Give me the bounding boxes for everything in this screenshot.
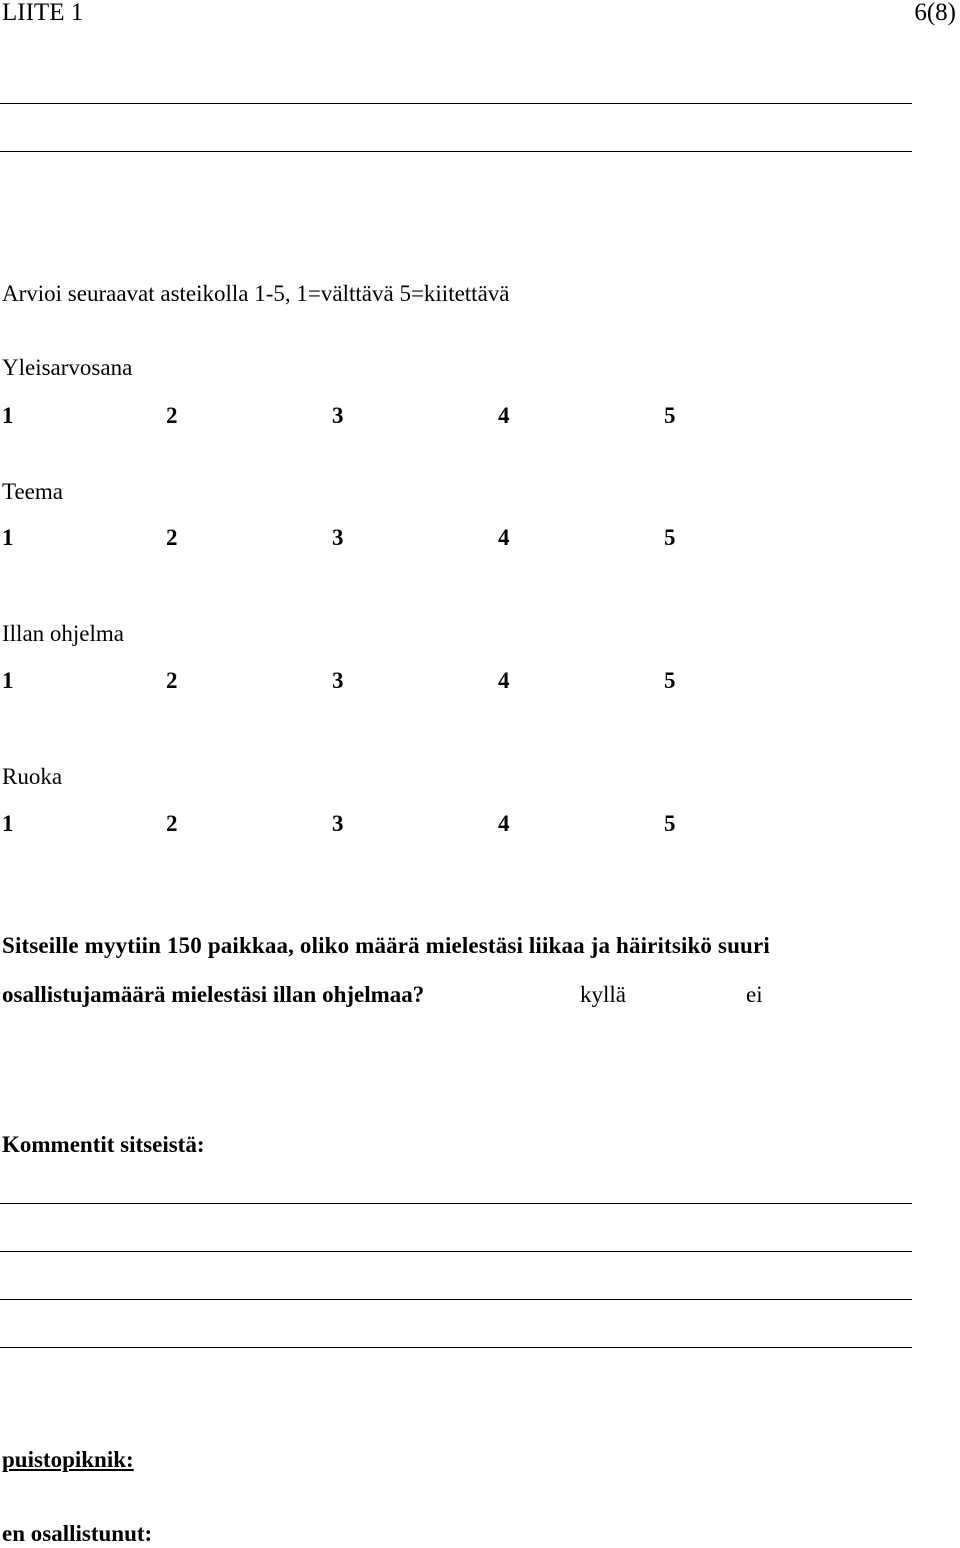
rating-option[interactable]: 2 — [166, 525, 178, 550]
instructions-text: Arvioi seuraavat asteikolla 1-5, 1=välttävä 5=kiitettävä — [2, 281, 510, 306]
rating-option[interactable]: 1 — [2, 403, 14, 428]
answer-option-no[interactable]: ei — [746, 982, 763, 1007]
rating-option[interactable]: 5 — [664, 403, 676, 428]
rating-option[interactable]: 2 — [166, 403, 178, 428]
comments-label: Kommentit sitseistä: — [2, 1132, 205, 1157]
page-number: 6(8) — [914, 0, 956, 26]
comment-line[interactable] — [0, 1299, 912, 1300]
rating-option[interactable]: 3 — [332, 403, 344, 428]
rating-option[interactable]: 5 — [664, 668, 676, 693]
comment-line[interactable] — [0, 1203, 912, 1204]
blank-line[interactable] — [0, 103, 912, 104]
rating-option[interactable]: 3 — [332, 668, 344, 693]
rating-option[interactable]: 5 — [664, 525, 676, 550]
rating-label-theme: Teema — [2, 479, 63, 504]
rating-option[interactable]: 2 — [166, 668, 178, 693]
rating-option[interactable]: 3 — [332, 811, 344, 836]
rating-option[interactable]: 4 — [498, 525, 510, 550]
rating-option[interactable]: 2 — [166, 811, 178, 836]
picnic-heading: puistopiknik: — [2, 1447, 134, 1472]
rating-label-food: Ruoka — [2, 764, 63, 789]
rating-label-program: Illan ohjelma — [2, 621, 124, 646]
rating-option[interactable]: 4 — [498, 403, 510, 428]
rating-option[interactable]: 5 — [664, 811, 676, 836]
rating-option[interactable]: 3 — [332, 525, 344, 550]
blank-line[interactable] — [0, 151, 912, 152]
rating-option[interactable]: 1 — [2, 668, 14, 693]
question-text-line2: osallistujamäärä mielestäsi illan ohjelmaa? — [2, 982, 425, 1007]
answer-option-yes[interactable]: kyllä — [580, 982, 626, 1007]
not-attended-label: en osallistunut: — [2, 1521, 153, 1546]
rating-label-overall: Yleisarvosana — [2, 355, 133, 380]
rating-option[interactable]: 1 — [2, 811, 14, 836]
appendix-label: LIITE 1 — [2, 0, 84, 26]
rating-option[interactable]: 4 — [498, 811, 510, 836]
comment-line[interactable] — [0, 1347, 912, 1348]
comment-line[interactable] — [0, 1251, 912, 1252]
question-text-line1: Sitseille myytiin 150 paikkaa, oliko määrä mielestäsi liikaa ja häiritsikö suuri — [2, 933, 770, 958]
rating-option[interactable]: 1 — [2, 525, 14, 550]
rating-option[interactable]: 4 — [498, 668, 510, 693]
